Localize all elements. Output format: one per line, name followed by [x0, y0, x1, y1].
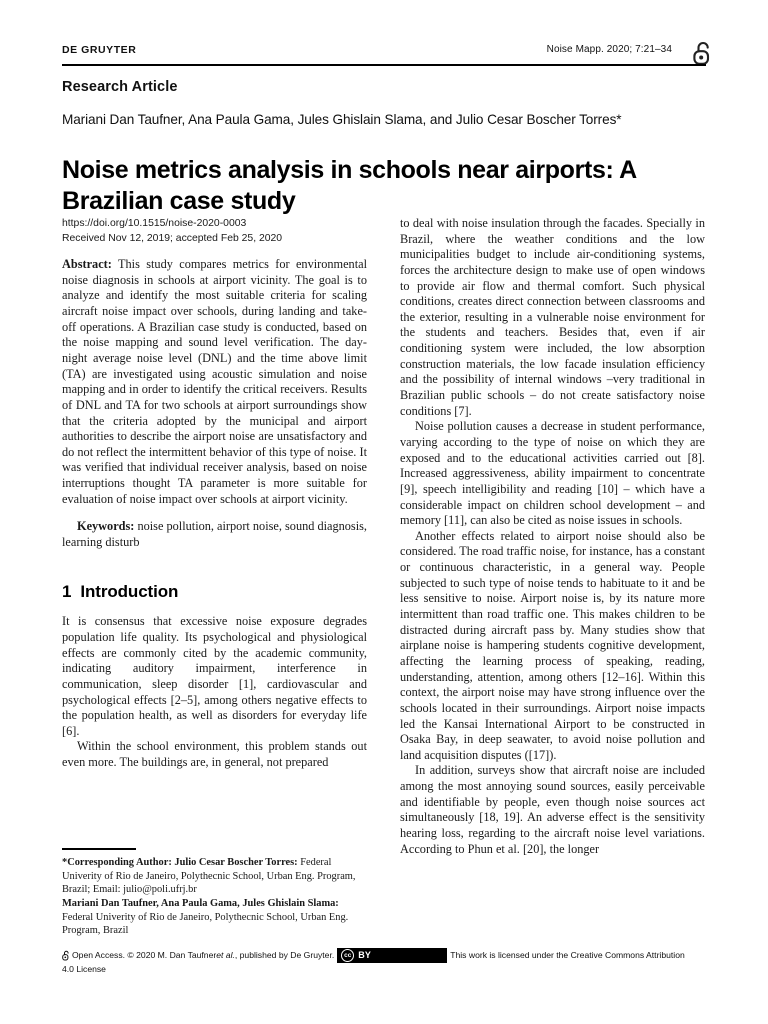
paragraph: Within the school environment, this problem stands out even more. The buildings are, in general, not prepared	[62, 739, 367, 770]
cc-icon: cc	[341, 949, 354, 962]
corresponding-author	[62, 856, 367, 897]
page-title: Noise metrics analysis in schools near airports: A Brazilian case study	[62, 155, 636, 215]
creative-commons-by-badge	[337, 948, 447, 963]
corresponding-author-label: *Corresponding Author: Julio Cesar Boscher Torres:	[62, 857, 298, 869]
etal-text: et al.	[216, 950, 235, 961]
coauthors-label: Mariani Dan Taufner, Ana Paula Gama, Jules Ghislain Slama:	[62, 898, 339, 910]
paragraph: Another effects related to airport noise should also be considered. The road traffic noise, for instance, has a constant or continuous characteristic, in a general way. People subjected to such type of noise tends to habituate to it and be less sensitive to noise. Airport noise is, by its nature more intermittent than road traffic one. This makes children to be distracted during aircraft pass by. Many studies show that airplane noise is hampering students cognitive development, affecting the learning process of speaking, reading, understanding, attention, among others [12–16]. Within this context, the airport noise may have strong influence over the schools located in their surroundings. Airport noise impacts led the Kansai International Airport to be constructed in Osaka Bay, in deep seawater, to avoid noise pollution and land acquisition disputes ([17]).	[400, 528, 705, 762]
received-accepted-dates: Received Nov 12, 2019; accepted Feb 25, 2020	[62, 233, 283, 245]
section-title: Introduction	[80, 581, 179, 601]
coauthors	[62, 897, 367, 938]
left-column	[62, 216, 367, 771]
article-type-label: Research Article	[62, 79, 178, 95]
right-column	[400, 216, 705, 857]
author-footnote	[62, 848, 367, 938]
header-rule	[62, 64, 706, 66]
paragraph: It is consensus that excessive noise exposure degrades population life quality. Its psychological and physiological effects are commonly cited by the academic community, indicating auditory impairment, interference in communication, sleep disorder [1], cardiovascular and psychological effects [2–5], among others negative effects to the population health, as well as disorders for everyday life [6].	[62, 614, 367, 738]
paragraph: Noise pollution causes a decrease in student performance, varying according to the type of noise on which they are exposed and to the educational activities carried out [8]. Increased aggressiveness, ability impairment to concentrate [9], speech intelligibility and reading [10] – which have a considerable impact on children school development – and memory [11], can also be cited as noise issues in schools.	[400, 419, 705, 528]
license-notice-line2: 4.0 License	[62, 964, 106, 974]
corresponding-author-affiliation: Federal Univerity of Rio de Janeiro, Polythecnic School, Urban Eng. Program, Brazil; Email: julio@poli.ufrj.br	[62, 857, 356, 896]
published-by-text: , published by De Gruyter.	[234, 950, 335, 961]
coauthors-affiliation: Federal Univerity of Rio de Janeiro, Polythecnic School, Urban Eng. Program, Brazil	[62, 911, 349, 937]
open-access-text: Open Access. © 2020 M. Dan Taufner	[72, 950, 217, 961]
footnote-rule	[62, 848, 136, 850]
abstract-text: This study compares metrics for environmental noise diagnosis in schools at airport vicinity. The goal is to analyze and identify the most suitable criteria for scaling aircraft noise impact over schools, during landing and take-off operations. A Brazilian case study is conducted, based on the noise mapping and sound level verification. The day-night average noise level (DNL) and the time above limit (TA) are investigated using acoustic simulation and noise mapping and in order to identify the critical receivers. Results of DNL and TA for two schools at airport surroundings show that the criteria adopted by the municipal and airport authorities to describe the airport noise are unsatisfactory and do not reflect the intermittent behavior of this type of noise. It was verified that individual receiver analysis, based on noise interruptions thought TA parameter is more suitable for evaluation of noise impact over schools at airport vicinity.	[62, 257, 367, 506]
license-notice: This work is licensed under the Creative Commons Attribution	[450, 950, 685, 961]
keywords	[62, 519, 367, 550]
author-list: Mariani Dan Taufner, Ana Paula Gama, Jules Ghislain Slama, and Julio Cesar Boscher Torres*	[62, 112, 622, 127]
journal-citation: Noise Mapp. 2020; 7:21–34	[546, 44, 672, 55]
keywords-label: Keywords:	[77, 519, 135, 534]
keywords-text: noise pollution, airport noise, sound diagnosis, learning disturb	[62, 519, 367, 550]
abstract-label: Abstract:	[62, 257, 112, 272]
section-number: 1	[62, 581, 72, 601]
section-heading-introduction	[62, 581, 367, 603]
cc-by-label: BY	[358, 950, 372, 961]
running-head	[62, 44, 706, 64]
open-access-lock-icon	[692, 40, 714, 66]
publisher-name: DE GRUYTER	[62, 44, 137, 56]
abstract	[62, 257, 367, 507]
doi-link[interactable]: https://doi.org/10.1515/noise-2020-0003	[62, 218, 247, 229]
paragraph: In addition, surveys show that aircraft noise are included among the most annoying sound sources, easily perceivable and identifiable by people, even though noise sources act simultaneously [18, 19]. An adverse effect is the sensitivity hearing loss, regarding to the aircraft noise level variations. According to Phun et al. [20], the longer	[400, 763, 705, 856]
license-footer	[62, 948, 708, 975]
doi-block	[62, 216, 367, 246]
open-access-lock-icon-small	[62, 950, 70, 961]
paragraph: to deal with noise insulation through the facades. Specially in Brazil, where the weather conditions and the low municipalities budget to include air-conditioning systems, forces the architecture design to make use of open windows to provide air flow and thermal comfort. Such physical conditions, creates direct connection between classrooms and the exterior, resulting in a vulnerable noise environment for the students and teachers. Besides that, even if air conditioning system were included, the low absorption construction materials, the low facade insulation efficiency and the possibility of internal windows –very traditional in Brazilian public schools – do not create satisfactory noise conditions [7].	[400, 216, 705, 418]
